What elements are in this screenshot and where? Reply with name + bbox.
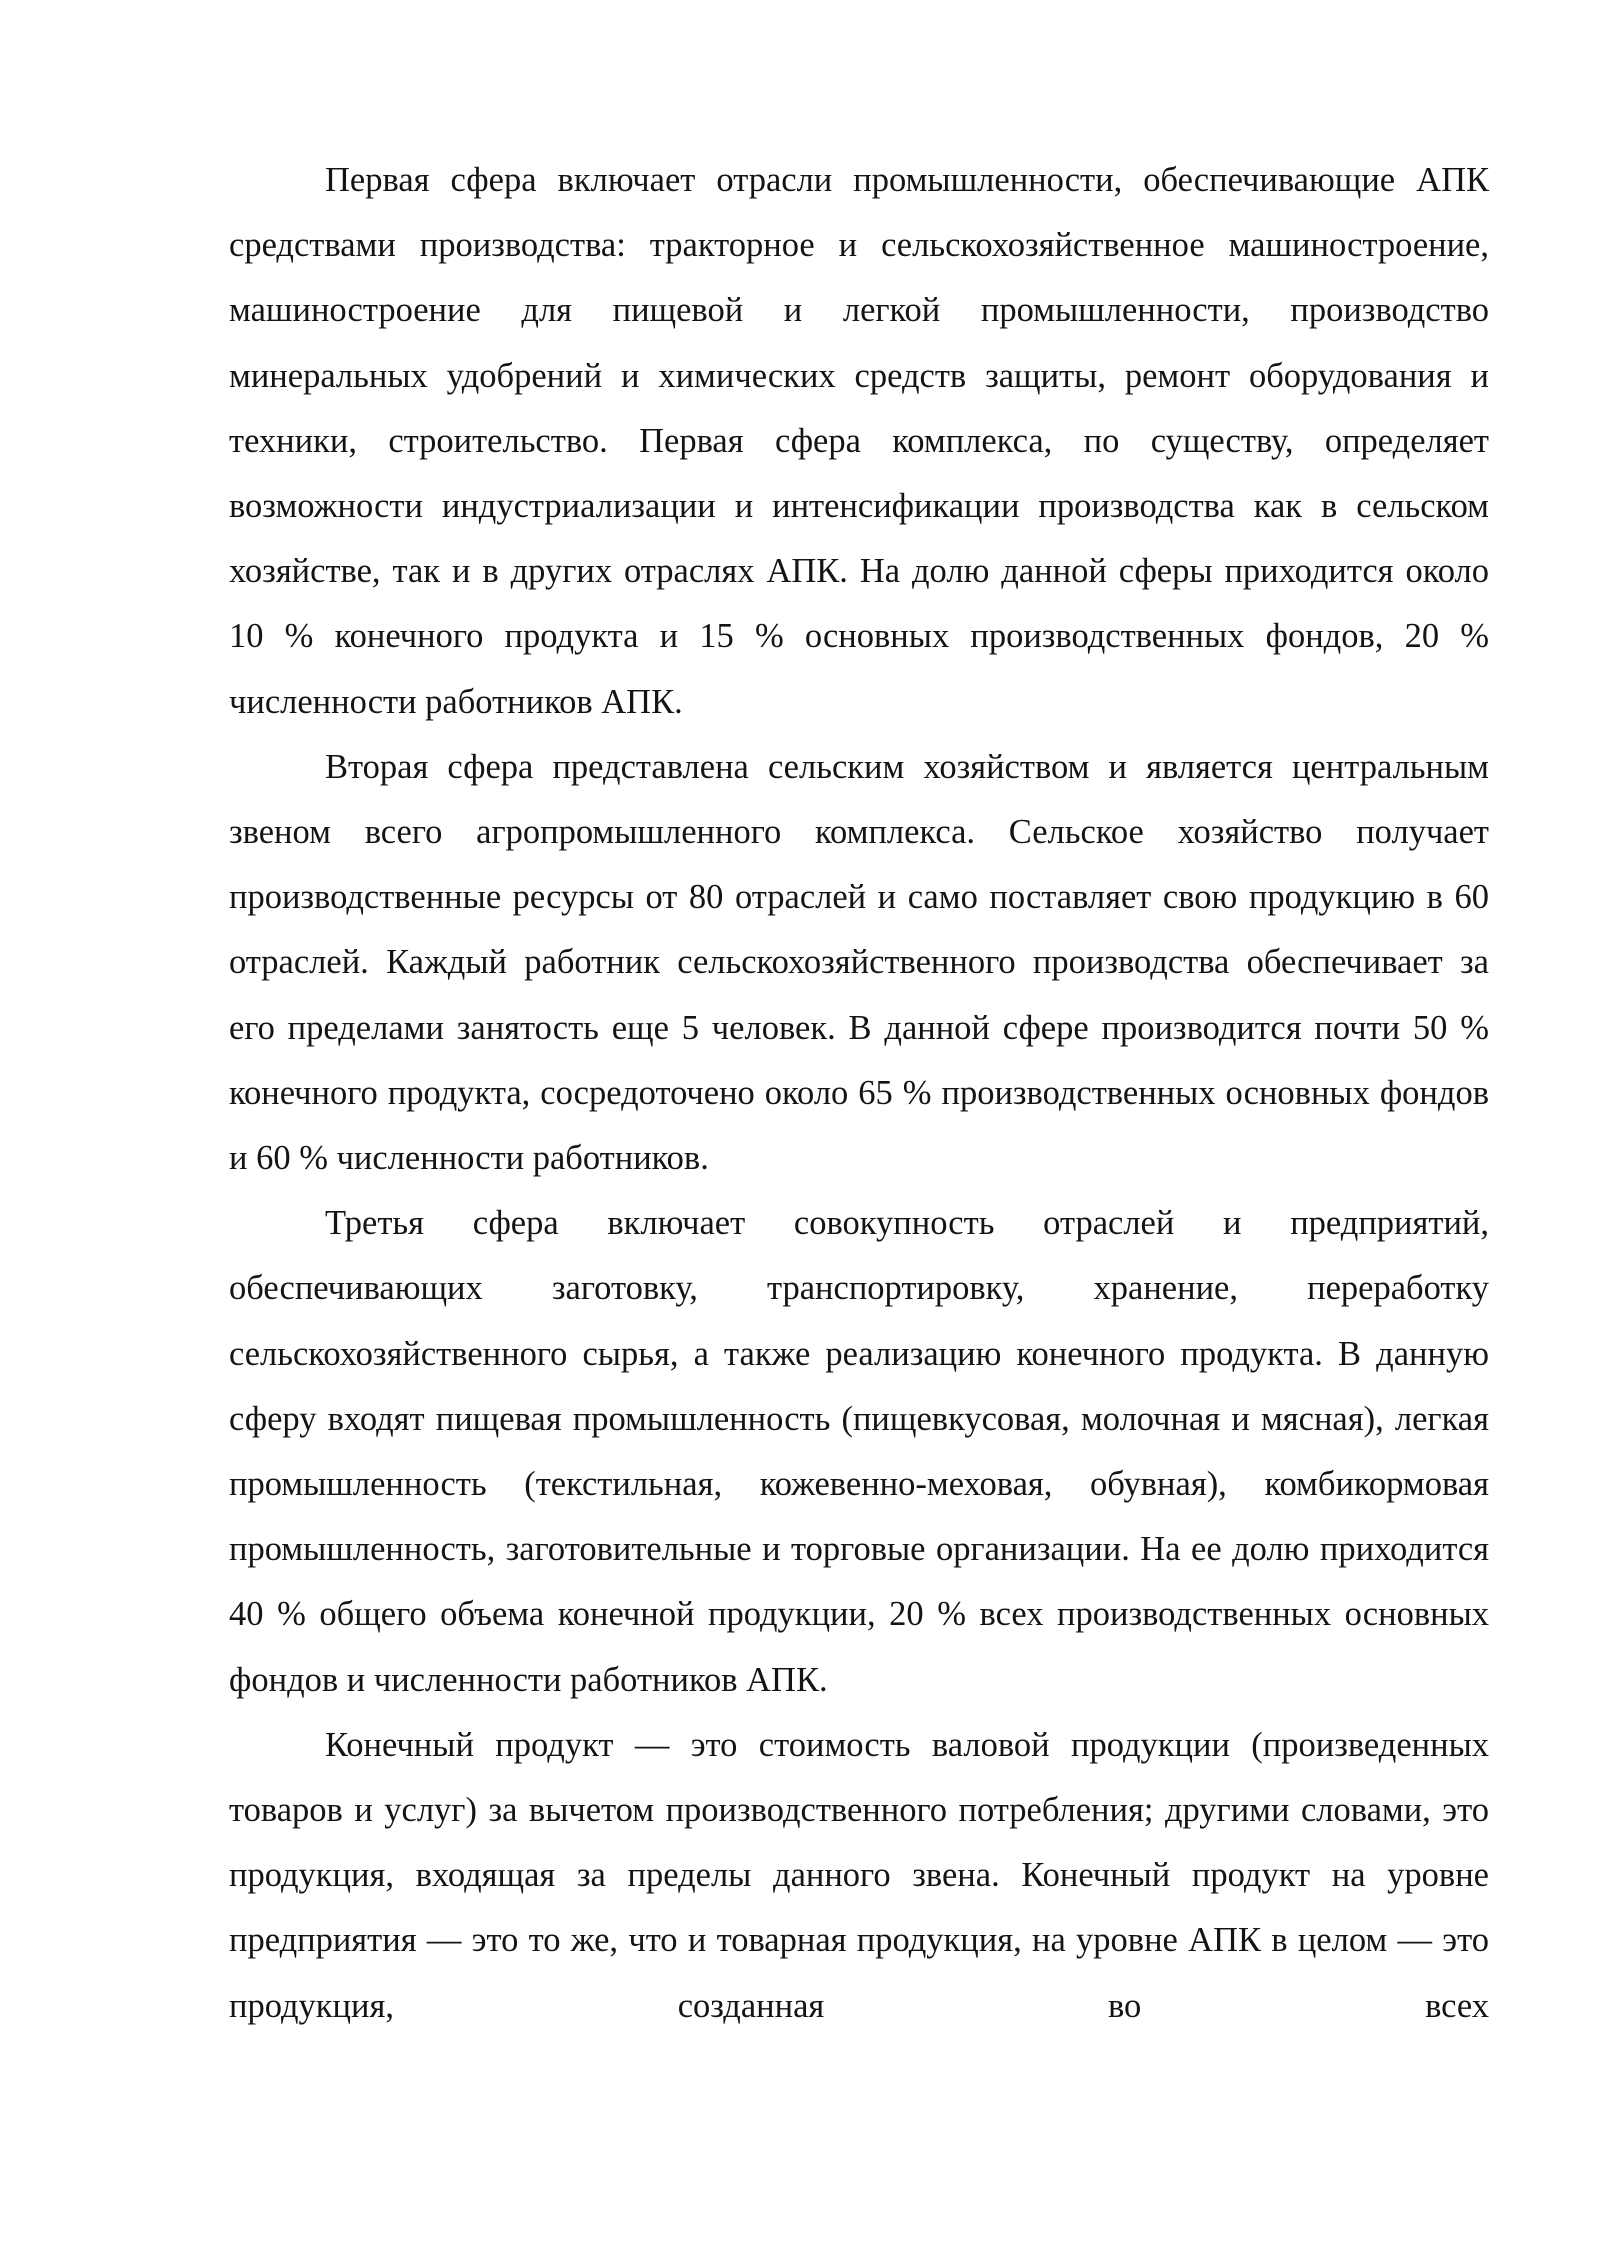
paragraph-third-sphere: Третья сфера включает совокупность отраслей и предприятий, обеспечивающих заготовку, транспортировку, хранение, переработку сельскохозяйственного сырья, а также реализацию конечного продукта. В данную сферу входят пищевая промышленность (пищевкусовая, молочная и мясная), легкая промышленность (текстильная, кожевенно-меховая, обувная), комбикормовая промышленность, заготовительные и торговые организации. На ее долю приходится 40 % общего объема конечной продукции, 20 % всех производственных основных фондов и численности работников АПК. xyxy=(229,1204,1489,1699)
paragraph-first-sphere: Первая сфера включает отрасли промышленности, обеспечивающие АПК средствами производства: тракторное и сельскохозяйственное машиностроение, машиностроение для пищевой и легкой промышленности, производство минеральных удобрений и химических средств защиты, ремонт оборудования и техники, строительство. Первая сфера комплекса, по существу, определяет возможности индустриализации и интенсификации производства как в сельском хозяйстве, так и в других отраслях АПК. На долю данной сферы приходится около 10 % конечного продукта и 15 % основных производственных фондов, 20 % численности работников АПК. xyxy=(229,161,1489,721)
paragraph-second-sphere: Вторая сфера представлена сельским хозяйством и является центральным звеном всего агропромышленного комплекса. Сельское хозяйство получает производственные ресурсы от 80 отраслей и само поставляет свою продукцию в 60 отраслей. Каждый работник сельскохозяйственного производства обеспечивает за его пределами занятость еще 5 человек. В данной сфере производится почти 50 % конечного продукта, сосредоточено около 65 % производственных основных фондов и 60 % численности работников. xyxy=(229,747,1489,1178)
body-text xyxy=(229,148,1489,2039)
paragraph-final-product: Конечный продукт — это стоимость валовой продукции (произведенных товаров и услуг) за вычетом производственного потребления; другими словами, это продукция, входящая за пределы данного звена. Конечный продукт на уровне предприятия — это то же, что и товарная продукция, на уровне АПК в целом — это продукция, созданная во всех xyxy=(229,1725,1489,2025)
